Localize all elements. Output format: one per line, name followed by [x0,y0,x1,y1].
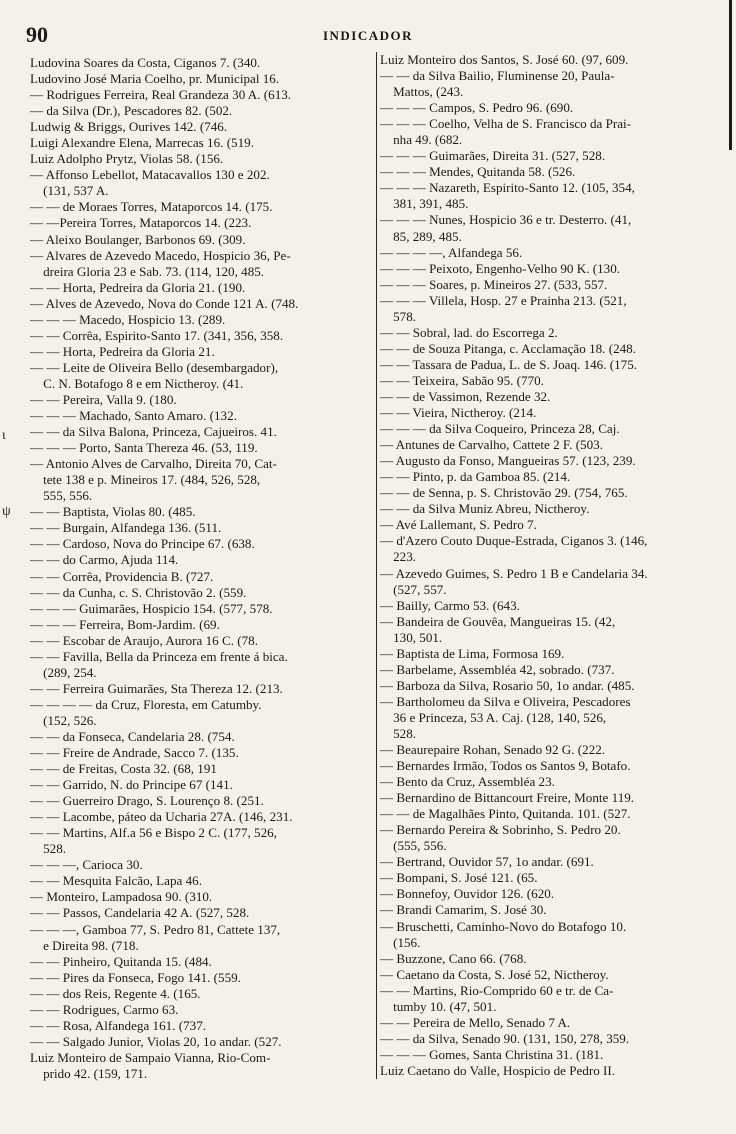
directory-entry: — — da Fonseca, Candelaria 28. (754. [30,728,235,744]
directory-entry: Luiz Monteiro dos Santos, S. José 60. (97, 609. [380,52,629,67]
directory-entry: — — Pereira, Valla 9. (180. [30,391,177,407]
directory-entry: — Beaurepaire Rohan, Senado 92 G. (222. [380,742,606,758]
directory-entry: — — — Guimarães, Direita 31. (527, 528. [380,148,606,164]
directory-entry: e Direita 98. (718. [30,937,139,953]
directory-entry: 555, 556. [30,488,93,504]
directory-entry: — — Pires da Fonseca, Fogo 141. (559. [30,969,241,985]
directory-entry: — Alves de Azevedo, Nova do Conde 121 A. (748. [30,295,299,311]
directory-entry: — — — da Silva Coqueiro, Princeza 28, Caj. [380,421,620,437]
page-edge-rule [729,0,732,150]
directory-entry: — — — Guimarães, Hospicio 154. (577, 578. [30,600,273,616]
directory-entry: — — Mesquita Falcão, Lapa 46. [30,873,202,889]
directory-entry: Luiz Adolpho Prytz, Violas 58. (156. [30,151,224,167]
directory-entry: — — — Soares, p. Mineiros 27. (533, 557. [380,276,608,292]
directory-entry: — Bernardes Irmão, Todos os Santos 9, Botafo. [380,758,631,774]
directory-entry: — Bartholomeu da Silva e Oliveira, Pescadores [380,693,631,709]
directory-entry: — — Guerreiro Drago, S. Lourenço 8. (251. [30,793,264,809]
directory-entry: — — — Mendes, Quitanda 58. (526. [380,164,576,180]
directory-entry: — — de Moraes Torres, Mataporcos 14. (175. [30,199,273,215]
directory-entry: — — —, Carioca 30. [30,857,143,873]
directory-entry: tumby 10. (47, 501. [380,998,497,1014]
directory-entry: — — da Silva, Senado 90. (131, 150, 278, 359. [380,1030,630,1046]
directory-entry: — — — Macedo, Hospicio 13. (289. [30,311,226,327]
directory-entry: — — Ferreira Guimarães, Sta Thereza 12. (213. [30,680,283,696]
directory-entry: Ludovino José Maria Coelho, pr. Municipal 16. [30,71,280,87]
directory-entry: — — Garrido, N. do Principe 67 (141. [30,777,233,793]
running-head: INDICADOR [322,28,414,43]
directory-entry: dreira Gloria 23 e Sab. 73. (114, 120, 485. [30,263,265,279]
directory-entry: — Brandi Camarim, S. José 30. [380,902,547,918]
directory-entry: — Bandeira de Gouvêa, Mangueiras 15. (42, [380,613,616,629]
directory-entry: — — Pereira de Mello, Senado 7 A. [380,1014,571,1030]
directory-entry: — — Burgain, Alfandega 136. (511. [30,520,222,536]
directory-entry: — Antonio Alves de Carvalho, Direita 70, Cat- [30,456,277,472]
directory-entry: 223. [380,549,417,565]
directory-entry: — — Rodrigues, Carmo 63. [30,1001,179,1017]
directory-entry: — — Martins, Alf.a 56 e Bispo 2 C. (177, 526, [30,825,277,841]
left-column [30,55,365,1082]
directory-entry: — Caetano da Costa, S. José 52, Nictheroy. [380,966,609,982]
directory-entry: — Avé Lallemant, S. Pedro 7. [380,517,537,533]
directory-entry: — — — Coelho, Velha de S. Francisco da Prai- [380,116,632,132]
directory-entry: Luiz Caetano do Valle, Hospicio de Pedro II. [380,1062,616,1078]
directory-entry: — Bento da Cruz, Assembléa 23. [380,774,555,790]
directory-entry: — — Baptista, Violas 80. (485. [30,504,196,520]
directory-entry: — — — Peixoto, Engenho-Velho 90 K. (130. [380,260,621,276]
directory-entry: — — Pinheiro, Quitanda 15. (484. [30,953,212,969]
directory-entry: — — —, Gamboa 77, S. Pedro 81, Cattete 137, [30,921,281,937]
directory-entry: — — de Senna, p. S. Christovão 29. (754, 765. [380,485,628,501]
directory-entry: — Bertrand, Ouvidor 57, 1o andar. (691. [380,854,594,870]
directory-entry: 381, 391, 485. [380,196,469,212]
right-column [376,52,716,1079]
directory-entry: 36 e Princeza, 53 A. Caj. (128, 140, 526, [380,709,607,725]
page-number: 90 [26,22,48,47]
directory-entry: — — da Cunha, c. S. Christovão 2. (559. [30,584,247,600]
directory-entry: — Bernardino de Bittancourt Freire, Monte 119. [380,790,635,806]
margin-mark: ψ [2,504,11,519]
directory-entry: — — — —, Alfandega 56. [380,244,523,260]
directory-entry: — — de Souza Pitanga, c. Acclamação 18. (248. [380,340,636,356]
directory-entry: — — de Magalhães Pinto, Quitanda. 101. (527. [380,806,631,822]
directory-entry: — — — Villela, Hosp. 27 e Prainha 213. (521, [380,292,627,308]
directory-entry: (131, 537 A. [30,183,109,199]
directory-entry: — — Escobar de Araujo, Aurora 16 C. (78. [30,632,259,648]
directory-entry: 528. [30,841,67,857]
directory-entry: 85, 289, 485. [380,228,462,244]
directory-entry: — — Teixeira, Sabão 95. (770. [380,372,544,388]
directory-entry: Mattos, (243. [380,84,464,100]
directory-entry: — Barboza da Silva, Rosario 50, 1o andar. (485. [380,677,635,693]
directory-entry: — — Corrêa, Espirito-Santo 17. (341, 356, 358. [30,327,284,343]
directory-entry: — — — Campos, S. Pedro 96. (690. [380,100,574,116]
directory-entry: 130, 501. [380,629,443,645]
directory-entry: (152, 526. [30,712,97,728]
directory-entry: — Antunes de Carvalho, Cattete 2 F. (503. [380,437,603,453]
directory-entry: — — da Silva Balona, Princeza, Cajueiros. 41. [30,424,277,440]
directory-entry: — —Pereira Torres, Mataporcos 14. (223. [30,215,252,231]
directory-entry: — — Cardoso, Nova do Principe 67. (638. [30,536,255,552]
directory-entry: (156. [380,934,421,950]
directory-entry: — Azevedo Guimes, S. Pedro 1 B e Candelaria 34. [380,565,648,581]
directory-entry: nha 49. (682. [380,132,463,148]
directory-entry: — Bailly, Carmo 53. (643. [380,597,520,613]
directory-entry: Luiz Monteiro de Sampaio Vianna, Rio-Com- [30,1049,271,1065]
directory-entry: — Monteiro, Lampadosa 90. (310. [30,889,213,905]
directory-entry: (527, 557. [380,581,447,597]
directory-entry: — — dos Reis, Regente 4. (165. [30,985,201,1001]
directory-entry: — — Horta, Pedreira da Gloria 21. [30,343,215,359]
directory-entry: (555, 556. [380,838,447,854]
directory-entry: — — — Nazareth, Espirito-Santo 12. (105, 354, [380,180,635,196]
directory-entry: prido 42. (159, 171. [30,1065,148,1081]
directory-entry: Ludwig & Briggs, Ourives 142. (746. [30,119,228,135]
directory-entry: — — Salgado Junior, Violas 20, 1o andar. (527. [30,1033,282,1049]
directory-entry: Luigi Alexandre Elena, Marrecas 16. (519. [30,135,254,151]
directory-entry: — — Freire de Andrade, Sacco 7. (135. [30,745,239,761]
directory-entry: — da Silva (Dr.), Pescadores 82. (502. [30,103,233,119]
directory-entry: — — — Ferreira, Bom-Jardim. (69. [30,616,220,632]
directory-entry: — — — Machado, Santo Amaro. (132. [30,408,237,424]
directory-entry: — — do Carmo, Ajuda 114. [30,552,179,568]
directory-entry: — — — Nunes, Hospicio 36 e tr. Desterro. (41, [380,212,632,228]
directory-entry: (289, 254. [30,664,97,680]
directory-entry: 528. [380,725,417,741]
directory-entry: — — Leite de Oliveira Bello (desembargador), [30,359,279,375]
directory-entry: — — Corrêa, Providencia B. (727. [30,568,214,584]
directory-entry: — Bonnefoy, Ouvidor 126. (620. [380,886,555,902]
directory-entry: — Aleixo Boulanger, Barbonos 69. (309. [30,231,246,247]
directory-entry: — Buzzone, Cano 66. (768. [380,950,527,966]
directory-entry: — — Passos, Candelaria 42 A. (527, 528. [30,905,250,921]
directory-entry: — Bruschetti, Caminho-Novo do Botafogo 10. [380,918,627,934]
directory-entry: — — Lacombe, páteo da Ucharia 27A. (146, 231. [30,809,293,825]
directory-entry: — Bernardo Pereira & Sobrinho, S. Pedro 20. [380,822,621,838]
directory-entry: — Rodrigues Ferreira, Real Grandeza 30 A. (613. [30,87,292,103]
directory-entry: — — de Freitas, Costa 32. (68, 191 [30,761,217,777]
directory-entry: — — Vieira, Nictheroy. (214. [380,405,537,421]
directory-entry: — Bompani, S. José 121. (65. [380,870,538,886]
directory-entry: — Alvares de Azevedo Macedo, Hospicio 36, Pe- [30,247,291,263]
directory-entry: — — Pinto, p. da Gamboa 85. (214. [380,469,571,485]
directory-entry: — — Horta, Pedreira da Gloria 21. (190. [30,279,246,295]
directory-entry: — — — Porto, Santa Thereza 46. (53, 119. [30,440,258,456]
directory-entry: — d'Azero Couto Duque-Estrada, Ciganos 3. (146, [380,533,648,549]
directory-entry: tete 138 e p. Mineiros 17. (484, 526, 528, [30,472,261,488]
directory-entry: — Baptista de Lima, Formosa 169. [380,645,565,661]
directory-entry: — — Favilla, Bella da Princeza em frente á bica. [30,648,288,664]
directory-entry: — — — — da Cruz, Floresta, em Catumby. [30,696,262,712]
directory-entry: — — Sobral, lad. do Escorrega 2. [380,324,558,340]
margin-mark: ι [2,428,6,443]
directory-entry: — — da Silva Bailio, Fluminense 20, Paula- [380,68,615,84]
directory-entry: — — de Vassimon, Rezende 32. [380,388,551,404]
directory-entry: — — Rosa, Alfandega 161. (737. [30,1017,207,1033]
directory-entry: — Affonso Lebellot, Matacavallos 130 e 202. [30,167,270,183]
directory-entry: — — Tassara de Padua, L. de S. Joaq. 146. (175. [380,356,638,372]
directory-entry: Ludovina Soares da Costa, Ciganos 7. (340. [30,55,261,70]
directory-entry: — — da Silva Muniz Abreu, Nictheroy. [380,501,590,517]
directory-entry: — — Martins, Rio-Comprido 60 e tr. de Ca- [380,982,614,998]
directory-entry: — — — Gomes, Santa Christina 31. (181. [380,1046,604,1062]
directory-entry: — Barbelame, Assembléa 42, sobrado. (737. [380,661,615,677]
directory-entry: 578. [380,308,417,324]
directory-entry: C. N. Botafogo 8 e em Nictheroy. (41. [30,375,244,391]
directory-entry: — Augusto da Fonso, Mangueiras 57. (123, 239. [380,453,636,469]
